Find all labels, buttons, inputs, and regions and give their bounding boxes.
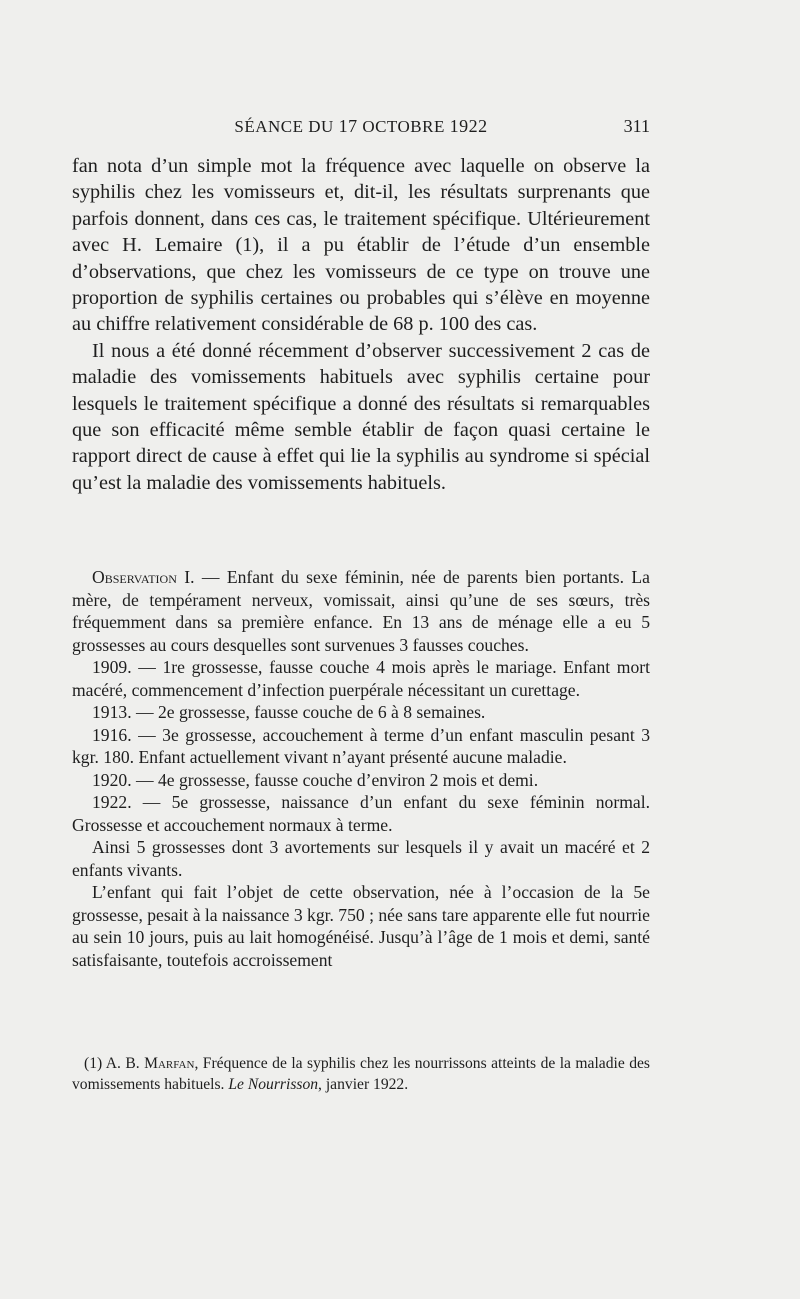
observation-continuation: L’enfant qui fait l’objet de cette observation, née à l’occasion de la 5e grossesse, pesait à la naissance 3 kgr. 750 ; née sans tare apparente elle fut nourrie au sein 10 jours, puis au lait homogénéisé. Jusqu’à l’âge de 1 mois et demi, santé satisfaisante, toutefois accroissement	[72, 882, 650, 970]
page-number: 311	[623, 116, 650, 136]
footnote	[72, 1053, 650, 1095]
observation-section	[72, 566, 650, 971]
pregnancy-entry-1916: 1916. — 3e grossesse, accouchement à terme d’un enfant masculin pesant 3 kgr. 180. Enfant actuellement vivant n’ayant présenté aucune maladie.	[72, 724, 650, 767]
footnote-prefix: (1) A. B.	[84, 1055, 145, 1072]
running-head-prefix: SÉANCE DU	[234, 117, 339, 136]
observation-title: Observation I.	[92, 567, 195, 587]
pregnancy-entry-1920: 1920. — 4e grossesse, fausse couche d’environ 2 mois et demi.	[92, 769, 539, 790]
running-head-month: OCTOBRE	[357, 117, 450, 136]
footnote-1	[72, 1053, 650, 1095]
footnote-journal: Le Nourrisson	[228, 1076, 319, 1093]
running-head-day: 17	[338, 116, 358, 136]
observation-summary: Ainsi 5 grossesses dont 3 avortements sur lesquels il y avait un macéré et 2 enfants vivants.	[72, 837, 650, 880]
pregnancy-entry-1922: 1922. — 5e grossesse, naissance d’un enfant du sexe féminin normal. Grossesse et accouchement normaux à terme.	[72, 792, 650, 835]
main-text	[72, 153, 650, 496]
paragraph-2: Il nous a été donné récemment d’observer successivement 2 cas de maladie des vomissements habituels avec syphilis certaine pour lesquels le traitement spécifique a donné des résultats si remarquables que son efficacité même semble établir de façon quasi certaine le rapport direct de cause à effet qui lie la syphilis au syndrome si spécial qu’est la maladie des vomissements habituels.	[72, 339, 650, 494]
footnote-text: , Fréquence de la syphilis chez les nourrissons atteints de la maladie des vomissements habituels.	[72, 1055, 650, 1093]
footnote-author: Marfan	[144, 1055, 195, 1072]
paragraph-1: fan nota d’un simple mot la fréquence avec laquelle on observe la syphilis chez les vomisseurs et, dit-il, les résultats surprenants que parfois donnent, dans ces cas, le traitement spécifique. Ultérieurement avec H. Lemaire (1), il a pu établir de l’étude d’un ensemble d’observations, que chez les vomisseurs de ce type on trouve une proportion de syphilis certaines ou probables qui s’élève en moyenne au chiffre relativement considérable de 68 p. 100 des cas.	[72, 155, 650, 336]
pregnancy-entry-1913: 1913. — 2e grossesse, fausse couche de 6 à 8 semaines.	[92, 702, 486, 722]
observation-intro	[72, 566, 650, 656]
running-head-year: 1922	[449, 116, 488, 136]
footnote-date: , janvier 1922.	[318, 1076, 409, 1093]
running-head	[72, 116, 650, 137]
pregnancy-entry-1909: 1909. — 1re grossesse, fausse couche 4 mois après le mariage. Enfant mort macéré, commencement d’infection puerpérale nécessitant un curettage.	[72, 657, 650, 700]
observation-intro-text: — Enfant du sexe féminin, née de parents bien portants. La mère, de tempérament nerveux, vomissait, ainsi qu’une de ses sœurs, très fréquemment dans sa première enfance. En 13 ans de ménage elle a eu 5 grossesses au cours desquelles sont survenues 3 fausses couches.	[72, 567, 650, 655]
page-header	[72, 116, 650, 144]
